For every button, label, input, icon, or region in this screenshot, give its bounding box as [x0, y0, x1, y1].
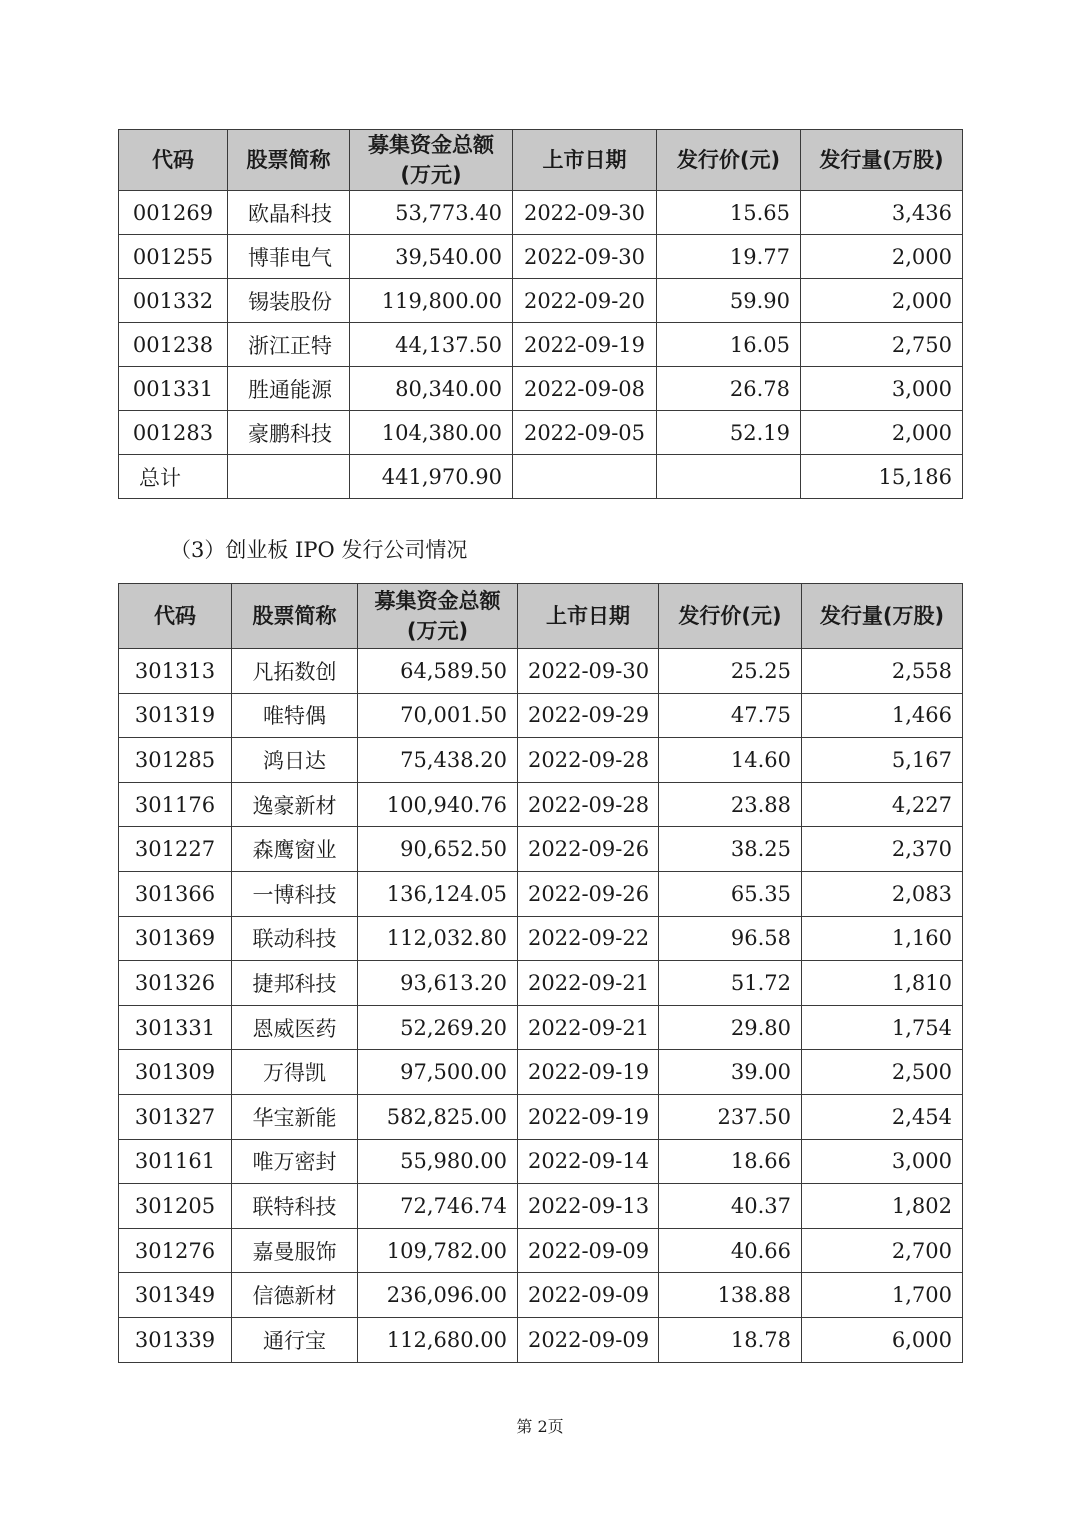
cell-raised: 72,746.74: [358, 1184, 518, 1229]
cell-code: 301331: [119, 1005, 232, 1050]
cell-code: 301205: [119, 1184, 232, 1229]
cell-price: 16.05: [657, 323, 801, 367]
cell-name: 唯万密封: [232, 1139, 358, 1184]
cell-name: 华宝新能: [232, 1094, 358, 1139]
table-row: [119, 916, 963, 961]
table-row: [119, 1317, 963, 1362]
total-raised: 441,970.90: [350, 455, 513, 499]
cell-date: 2022-09-22: [518, 916, 659, 961]
cell-name: 嘉曼服饰: [232, 1228, 358, 1273]
chinext-ipo-table: [118, 583, 963, 1363]
cell-date: 2022-09-28: [518, 738, 659, 783]
cell-raised: 236,096.00: [358, 1273, 518, 1318]
cell-price: 25.25: [659, 649, 802, 694]
cell-raised: 64,589.50: [358, 649, 518, 694]
cell-volume: 1,700: [802, 1273, 963, 1318]
cell-raised: 109,782.00: [358, 1228, 518, 1273]
cell-volume: 3,000: [801, 367, 963, 411]
cell-volume: 5,167: [802, 738, 963, 783]
cell-name: 浙江正特: [228, 323, 350, 367]
cell-date: 2022-09-09: [518, 1273, 659, 1318]
cell-code: 301227: [119, 827, 232, 872]
table-row: [119, 1094, 963, 1139]
cell-code: 301276: [119, 1228, 232, 1273]
cell-code: 301339: [119, 1317, 232, 1362]
cell-date: 2022-09-05: [513, 411, 657, 455]
cell-code: 001255: [119, 235, 228, 279]
cell-raised: 136,124.05: [358, 871, 518, 916]
col-header-raised-line2: (万元): [406, 619, 469, 643]
table-header-row: [119, 584, 963, 649]
cell-raised: 55,980.00: [358, 1139, 518, 1184]
table-row: [119, 961, 963, 1006]
cell-code: 301285: [119, 738, 232, 783]
col-header-name: 股票简称: [232, 584, 358, 649]
cell-price: 40.66: [659, 1228, 802, 1273]
col-header-code: 代码: [119, 584, 232, 649]
table-row: [119, 1050, 963, 1095]
cell-name: 凡拓数创: [232, 649, 358, 694]
col-header-code: 代码: [119, 130, 228, 191]
cell-code: 301366: [119, 871, 232, 916]
cell-code: 301309: [119, 1050, 232, 1095]
cell-raised: 582,825.00: [358, 1094, 518, 1139]
cell-price: 14.60: [659, 738, 802, 783]
cell-volume: 2,000: [801, 411, 963, 455]
cell-raised: 104,380.00: [350, 411, 513, 455]
cell-price: 38.25: [659, 827, 802, 872]
table-row: [119, 1228, 963, 1273]
total-empty-cell: [228, 455, 350, 499]
cell-code: 301161: [119, 1139, 232, 1184]
cell-price: 96.58: [659, 916, 802, 961]
cell-name: 唯特偶: [232, 693, 358, 738]
col-header-raised-line1: 募集资金总额: [374, 589, 501, 613]
cell-name: 信德新材: [232, 1273, 358, 1318]
cell-date: 2022-09-21: [518, 961, 659, 1006]
cell-code: 301326: [119, 961, 232, 1006]
cell-code: 001238: [119, 323, 228, 367]
cell-name: 捷邦科技: [232, 961, 358, 1006]
cell-price: 39.00: [659, 1050, 802, 1095]
cell-date: 2022-09-29: [518, 693, 659, 738]
cell-price: 40.37: [659, 1184, 802, 1229]
cell-raised: 119,800.00: [350, 279, 513, 323]
cell-volume: 6,000: [802, 1317, 963, 1362]
cell-volume: 2,083: [802, 871, 963, 916]
cell-price: 23.88: [659, 782, 802, 827]
table-row: [119, 1139, 963, 1184]
cell-date: 2022-09-19: [513, 323, 657, 367]
cell-name: 锡装股份: [228, 279, 350, 323]
cell-code: 001332: [119, 279, 228, 323]
cell-date: 2022-09-21: [518, 1005, 659, 1050]
table-row: [119, 1273, 963, 1318]
cell-date: 2022-09-19: [518, 1050, 659, 1095]
cell-price: 51.72: [659, 961, 802, 1006]
cell-volume: 1,466: [802, 693, 963, 738]
cell-date: 2022-09-09: [518, 1317, 659, 1362]
cell-date: 2022-09-28: [518, 782, 659, 827]
cell-code: 301349: [119, 1273, 232, 1318]
cell-name: 森鹰窗业: [232, 827, 358, 872]
table-row: [119, 367, 963, 411]
cell-price: 59.90: [657, 279, 801, 323]
table-header-row: [119, 130, 963, 191]
cell-date: 2022-09-30: [513, 235, 657, 279]
col-header-raised: [350, 130, 513, 191]
cell-price: 18.66: [659, 1139, 802, 1184]
col-header-price: 发行价(元): [659, 584, 802, 649]
cell-volume: 2,454: [802, 1094, 963, 1139]
cell-date: 2022-09-14: [518, 1139, 659, 1184]
cell-raised: 39,540.00: [350, 235, 513, 279]
cell-volume: 1,802: [802, 1184, 963, 1229]
col-header-date: 上市日期: [518, 584, 659, 649]
cell-raised: 52,269.20: [358, 1005, 518, 1050]
cell-price: 18.78: [659, 1317, 802, 1362]
cell-price: 15.65: [657, 191, 801, 235]
total-label: 总计: [119, 455, 228, 499]
cell-raised: 75,438.20: [358, 738, 518, 783]
table-row: [119, 411, 963, 455]
cell-price: 52.19: [657, 411, 801, 455]
main-board-ipo-table: [118, 129, 963, 499]
cell-price: 138.88: [659, 1273, 802, 1318]
cell-name: 鸿日达: [232, 738, 358, 783]
table-row: [119, 649, 963, 694]
col-header-raised-line2: (万元): [400, 163, 462, 187]
cell-raised: 80,340.00: [350, 367, 513, 411]
cell-code: 301313: [119, 649, 232, 694]
table-row: [119, 738, 963, 783]
cell-raised: 93,613.20: [358, 961, 518, 1006]
cell-volume: 2,500: [802, 1050, 963, 1095]
cell-code: 001331: [119, 367, 228, 411]
table-row: [119, 1005, 963, 1050]
cell-code: 001283: [119, 411, 228, 455]
total-row: [119, 455, 963, 499]
cell-code: 301319: [119, 693, 232, 738]
cell-volume: 1,810: [802, 961, 963, 1006]
table-row: [119, 1184, 963, 1229]
cell-date: 2022-09-20: [513, 279, 657, 323]
cell-volume: 3,000: [802, 1139, 963, 1184]
cell-date: 2022-09-09: [518, 1228, 659, 1273]
cell-name: 逸豪新材: [232, 782, 358, 827]
cell-name: 豪鹏科技: [228, 411, 350, 455]
total-empty-cell: [657, 455, 801, 499]
cell-volume: 2,558: [802, 649, 963, 694]
table-row: [119, 191, 963, 235]
col-header-date: 上市日期: [513, 130, 657, 191]
cell-name: 联特科技: [232, 1184, 358, 1229]
cell-volume: 2,700: [802, 1228, 963, 1273]
cell-raised: 44,137.50: [350, 323, 513, 367]
cell-volume: 2,000: [801, 235, 963, 279]
cell-name: 恩威医药: [232, 1005, 358, 1050]
cell-raised: 97,500.00: [358, 1050, 518, 1095]
cell-code: 001269: [119, 191, 228, 235]
col-header-raised: [358, 584, 518, 649]
cell-volume: 2,000: [801, 279, 963, 323]
cell-raised: 112,680.00: [358, 1317, 518, 1362]
table-row: [119, 279, 963, 323]
cell-volume: 1,160: [802, 916, 963, 961]
cell-raised: 70,001.50: [358, 693, 518, 738]
cell-raised: 90,652.50: [358, 827, 518, 872]
cell-raised: 100,940.76: [358, 782, 518, 827]
cell-raised: 112,032.80: [358, 916, 518, 961]
cell-price: 19.77: [657, 235, 801, 279]
cell-volume: 4,227: [802, 782, 963, 827]
cell-price: 29.80: [659, 1005, 802, 1050]
cell-name: 通行宝: [232, 1317, 358, 1362]
table-row: [119, 827, 963, 872]
cell-price: 237.50: [659, 1094, 802, 1139]
col-header-volume: 发行量(万股): [802, 584, 963, 649]
col-header-name: 股票简称: [228, 130, 350, 191]
cell-volume: 2,370: [802, 827, 963, 872]
cell-date: 2022-09-26: [518, 871, 659, 916]
cell-date: 2022-09-08: [513, 367, 657, 411]
table-row: [119, 323, 963, 367]
cell-name: 联动科技: [232, 916, 358, 961]
col-header-price: 发行价(元): [657, 130, 801, 191]
cell-name: 胜通能源: [228, 367, 350, 411]
cell-code: 301369: [119, 916, 232, 961]
cell-name: 欧晶科技: [228, 191, 350, 235]
table-row: [119, 693, 963, 738]
cell-code: 301327: [119, 1094, 232, 1139]
cell-volume: 3,436: [801, 191, 963, 235]
cell-name: 万得凯: [232, 1050, 358, 1095]
cell-name: 一博科技: [232, 871, 358, 916]
cell-name: 博菲电气: [228, 235, 350, 279]
cell-volume: 2,750: [801, 323, 963, 367]
cell-date: 2022-09-26: [518, 827, 659, 872]
cell-date: 2022-09-13: [518, 1184, 659, 1229]
cell-date: 2022-09-19: [518, 1094, 659, 1139]
table-row: [119, 871, 963, 916]
section-caption: （3）创业板 IPO 发行公司情况: [170, 538, 468, 562]
cell-date: 2022-09-30: [513, 191, 657, 235]
page-number: 第 2页: [516, 1417, 564, 1436]
cell-date: 2022-09-30: [518, 649, 659, 694]
table-row: [119, 235, 963, 279]
col-header-raised-line1: 募集资金总额: [368, 133, 494, 157]
col-header-volume: 发行量(万股): [801, 130, 963, 191]
cell-price: 65.35: [659, 871, 802, 916]
cell-volume: 1,754: [802, 1005, 963, 1050]
cell-raised: 53,773.40: [350, 191, 513, 235]
total-volume: 15,186: [801, 455, 963, 499]
cell-code: 301176: [119, 782, 232, 827]
cell-price: 47.75: [659, 693, 802, 738]
cell-price: 26.78: [657, 367, 801, 411]
total-empty-cell: [513, 455, 657, 499]
table-row: [119, 782, 963, 827]
